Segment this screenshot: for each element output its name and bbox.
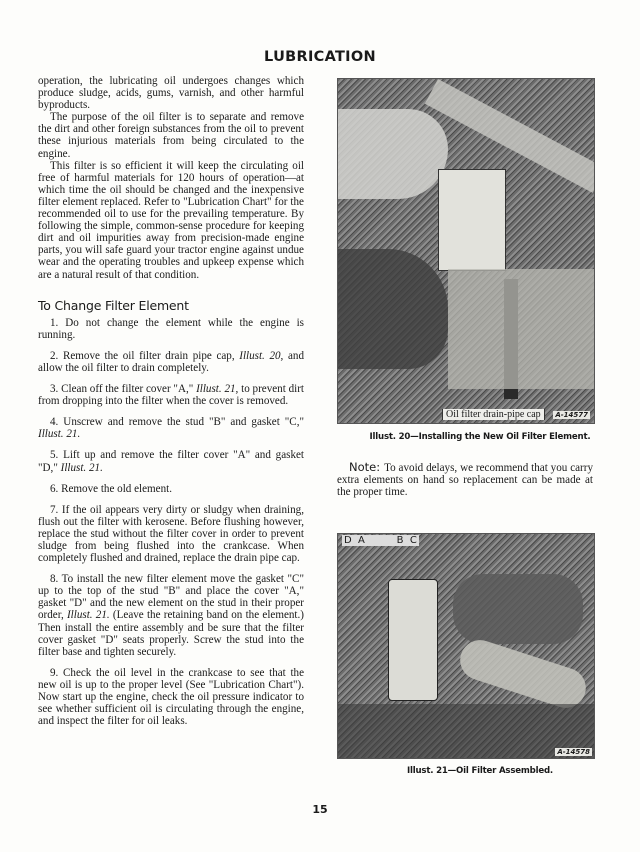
body-paragraph: operation, the lubricating oil undergoes changes which produce sludge, acids, gums, varnish, and other harmful byproducts. (38, 75, 304, 112)
note-label: Note: (349, 460, 381, 474)
note-block (337, 461, 593, 498)
figure-code: A-14578 (557, 748, 590, 756)
illust-reference: Illust. 21, (196, 383, 239, 396)
figure-code: A-14577 (555, 411, 588, 419)
step-8: 8. To install the new filter element move the gasket "C" up to the top of the stud "B" and place the cover "A," gasket "D" and the new element on the stud in their proper order, Illust. 21. (Leave the retaining band on the element.) Then install the entire assembly and be sure that the filter cover gasket "D" seats properly. Screw the stud into the filter base and tighten securely. (38, 573, 304, 658)
step-3: 3. Clean off the filter cover "A," Illust. 21, to prevent dirt from dropping into the filter when the cover is removed. (38, 383, 305, 408)
drain-pipe-cap-label: Oil filter drain-pipe cap (442, 409, 545, 420)
generator (453, 574, 583, 644)
page-number: 15 (312, 803, 328, 816)
step-2: 2. Remove the oil filter drain pipe cap, Illust. 20, and allow the oil filter to drain completely. (38, 349, 304, 374)
illust-reference: Illust. 21. (66, 609, 110, 622)
step-4: 4. Unscrew and remove the stud "B" and gasket "C," Illust. 21. (38, 416, 304, 441)
note-text: To avoid delays, we recommend that you carry extra elements on hand so replacement can be made at the proper time. (337, 462, 593, 499)
illust-20-photo (337, 78, 595, 424)
filter-canister (438, 169, 506, 271)
illust-reference: Illust. 21. (60, 461, 103, 474)
hand-shape (338, 109, 448, 199)
step-9: 9. Check the oil level in the crankcase to see that the new oil is up to the proper level (See "Lubrication Chart"). Now start up the engine, check the oil pressure indicator to see whether sufficient oil is circulating through the engine, and inspect the filter for oil leaks. (38, 666, 304, 728)
body-paragraph: This filter is so efficient it will keep the circulating oil free of harmful materials for 120 hours of operation—at which time the oil should be changed and the inexpensive filter element replaced. Refer to "Lubrication Chart" for the recommended oil to use for the prevailing temperature. By following the simple, common-sense procedure for keeping dirt and oil impurities away from precision-made engine parts, you will safe guard your tractor engine against undue wear and the operating troubles and upkeep expense which are a natural result of that condition. (38, 159, 304, 281)
illust-reference: Illust. 21. (38, 428, 81, 441)
filter-canister (388, 579, 438, 701)
callout-letters: D A B C (344, 535, 417, 546)
step-7: 7. If the oil appears very dirty or sludgy when draining, flush out the filter with kerosene. Before flushing however, replace the stud without the filter cover in order to prevent sludge from being flushed into the crankcase. When completely flushed and drained, replace the drain pipe cap. (38, 503, 304, 565)
left-column (38, 75, 304, 727)
illust-21-caption: Illust. 21—Oil Filter Assembled. (407, 766, 553, 776)
step-6: 6. Remove the old element. (50, 482, 172, 495)
engine-block (338, 249, 448, 369)
crankcase (448, 269, 594, 389)
step-1: 1. Do not change the element while the engine is running. (38, 316, 304, 341)
manifold (455, 635, 591, 713)
illust-reference: Illust. 20, (239, 349, 284, 362)
step-5: 5. Lift up and remove the filter cover "A" and gasket "D," Illust. 21. (38, 449, 304, 474)
illust-21-photo (337, 533, 595, 759)
illust-20-caption: Illust. 20—Installing the New Oil Filter Element. (369, 432, 591, 442)
running-title: LUBRICATION (264, 49, 376, 65)
body-paragraph: The purpose of the oil filter is to separate and remove the dirt and other foreign substances from the oil to prevent these injurious materials from being circulated to the engine. (38, 111, 304, 160)
section-heading: To Change Filter Element (38, 297, 189, 313)
